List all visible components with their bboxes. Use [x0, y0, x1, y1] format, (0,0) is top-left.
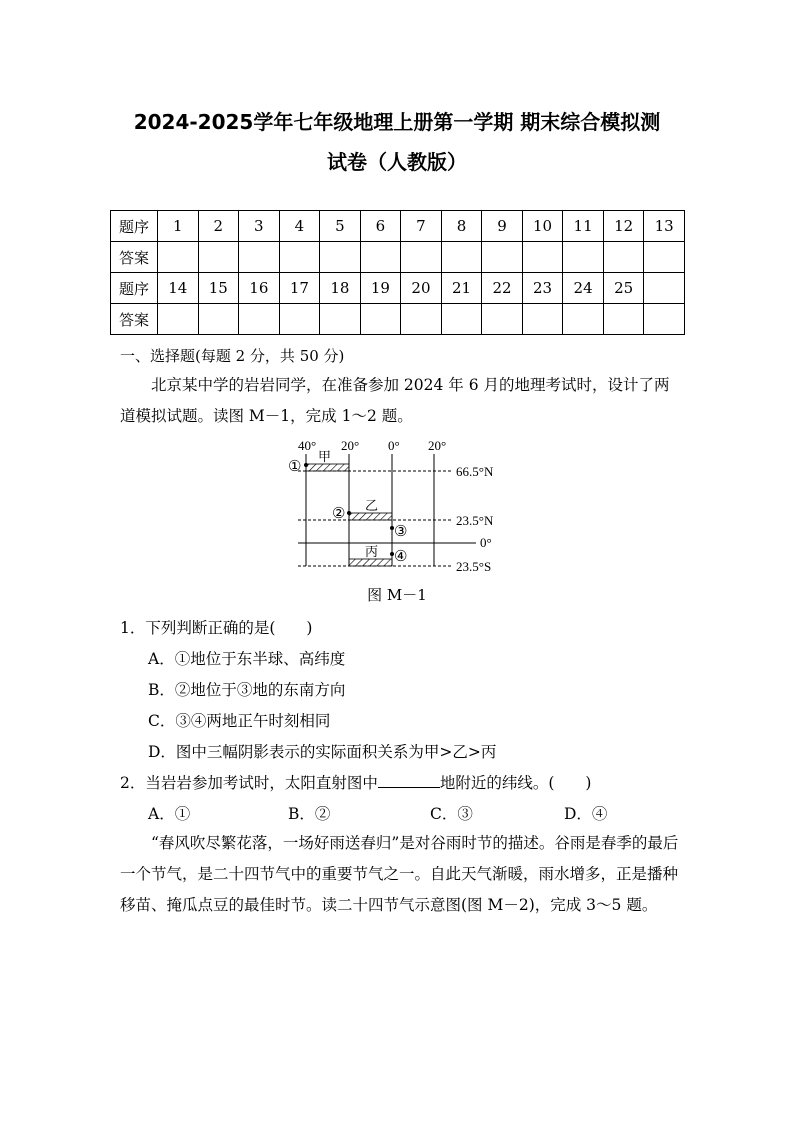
section-heading: 一、选择题(每题 2 分，共 50 分)	[120, 347, 345, 365]
point-label-1: ①	[288, 459, 302, 475]
question-1-option-d[interactable]: D．图中三幅阴影表示的实际面积关系为甲>乙>丙	[148, 743, 497, 761]
lon-label-20e: 20°	[428, 438, 447, 453]
table-cell: 18	[320, 273, 361, 304]
page-title-line1: 2024-2025学年七年级地理上册第一学期 期末综合模拟测	[133, 110, 661, 134]
answer-cell[interactable]	[279, 304, 320, 335]
answer-cell[interactable]	[563, 304, 604, 335]
table-cell: 21	[441, 273, 482, 304]
label-bing: 丙	[365, 544, 379, 559]
intro-paragraph: 北京某中学的岩岩同学，在准备参加 2024 年 6 月的地理考试时，设计了两道模拟试题。读图 M－1，完成 1～2 题。	[120, 376, 670, 425]
table-cell: 24	[563, 273, 604, 304]
question-2-option-b[interactable]: B．②	[288, 805, 331, 823]
answer-cell[interactable]	[360, 242, 401, 273]
table-cell: 2	[198, 211, 239, 242]
answer-cell[interactable]	[320, 242, 361, 273]
table-cell: 22	[482, 273, 523, 304]
table-header-cell: 答案	[111, 242, 158, 273]
table-cell: 15	[198, 273, 239, 304]
table-cell: 16	[239, 273, 280, 304]
answer-cell[interactable]	[522, 304, 563, 335]
table-cell: 25	[603, 273, 644, 304]
lon-label-0: 0°	[388, 438, 400, 453]
answer-cell[interactable]	[644, 242, 685, 273]
point-2-dot	[347, 511, 351, 515]
table-cell: 17	[279, 273, 320, 304]
answer-blank[interactable]	[378, 773, 440, 788]
table-cell: 23	[522, 273, 563, 304]
answer-cell[interactable]	[441, 242, 482, 273]
table-cell: 5	[320, 211, 361, 242]
table-cell: 12	[603, 211, 644, 242]
answer-cell[interactable]	[239, 304, 280, 335]
answer-cell[interactable]	[279, 242, 320, 273]
point-1-dot	[304, 463, 308, 467]
label-yi: 乙	[365, 498, 379, 513]
answer-table	[110, 210, 685, 335]
label-jia: 甲	[318, 449, 332, 464]
latitude-longitude-figure	[280, 436, 520, 581]
table-cell: 9	[482, 211, 523, 242]
region-bing	[349, 559, 392, 566]
answer-cell[interactable]	[644, 304, 685, 335]
answer-cell[interactable]	[482, 242, 523, 273]
question-2-option-d[interactable]: D．④	[564, 805, 608, 823]
answer-cell[interactable]	[198, 304, 239, 335]
table-cell: 19	[360, 273, 401, 304]
table-row	[111, 211, 685, 242]
answer-cell[interactable]	[239, 242, 280, 273]
figure-caption: 图 M－1	[367, 586, 427, 604]
table-cell: 8	[441, 211, 482, 242]
answer-cell[interactable]	[198, 242, 239, 273]
point-label-3: ③	[394, 524, 408, 540]
answer-cell[interactable]	[401, 304, 442, 335]
answer-cell[interactable]	[360, 304, 401, 335]
answer-cell[interactable]	[563, 242, 604, 273]
table-header-cell: 题序	[111, 273, 158, 304]
question-1-option-a[interactable]: A．①地位于东半球、高纬度	[148, 650, 346, 668]
answer-cell[interactable]	[441, 304, 482, 335]
table-cell: 3	[239, 211, 280, 242]
point-label-2: ②	[332, 506, 346, 522]
point-label-4: ④	[394, 549, 408, 565]
table-header-cell: 题序	[111, 211, 158, 242]
lat-label-66: 66.5°N	[456, 464, 494, 479]
answer-cell[interactable]	[158, 242, 199, 273]
table-cell: 4	[279, 211, 320, 242]
lat-label-0: 0°	[480, 535, 492, 550]
question-2-option-a[interactable]: A．①	[148, 805, 191, 823]
answer-cell[interactable]	[158, 304, 199, 335]
table-row	[111, 273, 685, 304]
table-cell: 13	[644, 211, 685, 242]
lat-label-23s: 23.5°S	[456, 559, 492, 574]
question-1-stem: 1．下列判断正确的是( )	[120, 619, 313, 637]
answer-cell[interactable]	[603, 304, 644, 335]
question-2-stem-pre: 2．当岩岩参加考试时，太阳直射图中	[120, 774, 378, 792]
answer-cell[interactable]	[482, 304, 523, 335]
lat-label-23n: 23.5°N	[456, 513, 494, 528]
table-cell: 1	[158, 211, 199, 242]
table-cell: 11	[563, 211, 604, 242]
question-2-stem	[120, 771, 591, 793]
table-row	[111, 242, 685, 273]
table-cell	[644, 273, 685, 304]
region-jia	[306, 464, 349, 471]
table-cell: 10	[522, 211, 563, 242]
question-1-option-b[interactable]: B．②地位于③地的东南方向	[148, 681, 346, 699]
lon-label-20: 20°	[341, 438, 360, 453]
answer-cell[interactable]	[320, 304, 361, 335]
lon-label-40: 40°	[298, 438, 317, 453]
table-header-cell: 答案	[111, 304, 158, 335]
table-cell: 20	[401, 273, 442, 304]
table-cell: 14	[158, 273, 199, 304]
answer-cell[interactable]	[522, 242, 563, 273]
answer-cell[interactable]	[603, 242, 644, 273]
answer-cell[interactable]	[401, 242, 442, 273]
table-cell: 6	[360, 211, 401, 242]
region-yi	[349, 513, 392, 520]
question-1-option-c[interactable]: C．③④两地正午时刻相同	[148, 712, 331, 730]
question-2-stem-post: 地附近的纬线。( )	[439, 774, 592, 792]
table-row	[111, 304, 685, 335]
question-2-option-c[interactable]: C．③	[430, 805, 473, 823]
table-cell: 7	[401, 211, 442, 242]
page-title-line2: 试卷（人教版）	[327, 150, 467, 174]
paragraph-2: “春风吹尽繁花落，一场好雨送春归”是对谷雨时节的描述。谷雨是春季的最后一个节气，是二十四节气中的重要节气之一。自此天气渐暖，雨水增多，正是播种移苗、掩瓜点豆的最佳时节。读二十四节气示意图(图 M－2)，完成 3～5 题。	[120, 834, 679, 914]
